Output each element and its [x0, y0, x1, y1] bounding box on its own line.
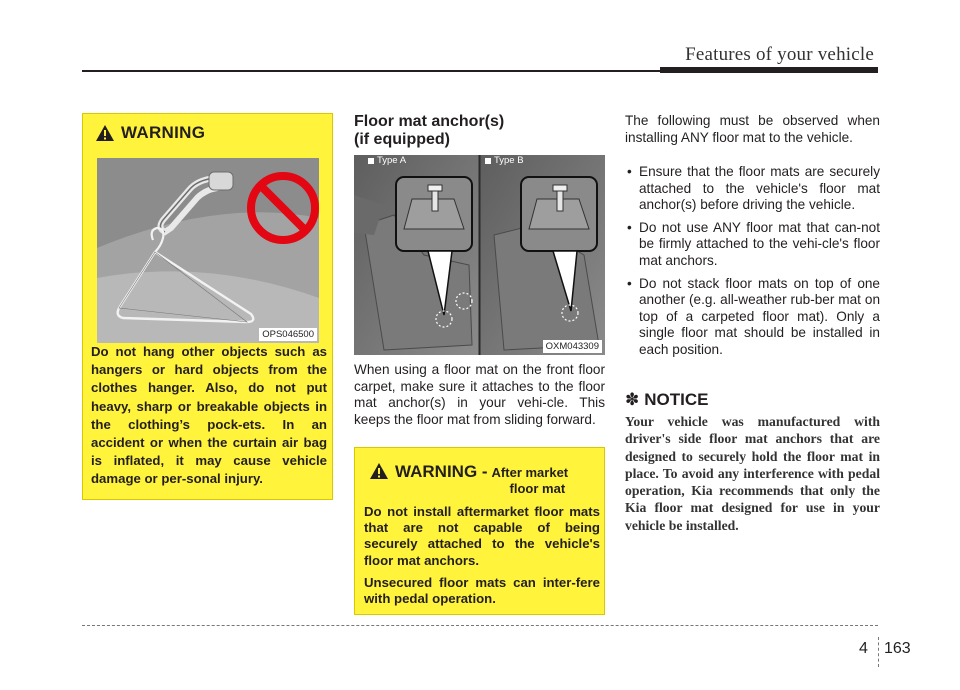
warning-heading [369, 462, 568, 497]
footer-rule [82, 625, 878, 626]
warning-heading [95, 123, 205, 143]
hanger-illustration [97, 158, 319, 343]
warning-triangle-icon [369, 462, 389, 480]
warning-box-hanger [82, 113, 333, 500]
list-item: • Ensure that the floor mats are securely attached to the vehicle's floor mat anchor(s) before driving the vehicle. [627, 164, 880, 213]
notice-star-icon: ✽ [625, 390, 640, 409]
page-number: 163 [884, 640, 911, 657]
list-item: • Do not stack floor mats on top of one another (e.g. all-weather rub-ber mat on top of a carpeted floor mat). Only a single floor mat should be installed in each position. [627, 275, 880, 357]
warning-label: WARNING - [395, 462, 488, 481]
warning-box-aftermarket [354, 447, 605, 615]
section-title-line1: Floor mat anchor(s) [354, 113, 505, 130]
floor-mat-anchor-illustration [354, 155, 605, 355]
installation-intro: The following must be observed when installing ANY floor mat to the vehicle. [625, 113, 880, 145]
warning-body-paragraph-1: Do not install aftermarket floor mats that are not capable of being securely attached to the vehicle's floor mat anchors. [364, 504, 600, 568]
header-rule-accent [660, 67, 878, 73]
square-bullet-icon [485, 158, 491, 164]
figure-label-type-a: Type A [368, 155, 406, 166]
image-code: OPS046500 [259, 328, 317, 341]
notice-label: NOTICE [644, 390, 709, 409]
warning-subtitle: After market floor mat [491, 465, 569, 496]
section-title [354, 113, 604, 149]
notice-heading [625, 390, 708, 410]
section-title-line2: (if equipped) [354, 131, 450, 148]
figure-code: OXM043309 [543, 340, 602, 353]
square-bullet-icon [368, 158, 374, 164]
chapter-number: 4 [859, 640, 868, 657]
warning-body-text: Do not hang other objects such as hangers or hard objects from the clothes hanger. Also, do not put heavy, sharp or breakable objects in the clothing’s pock-ets. In an accident or when the curtain air bag is inflated, it may cause vehicle damage or per-sonal injury. [91, 344, 327, 487]
bullet-icon: • [627, 275, 632, 291]
notice-body-text: Your vehicle was manufactured with driver's side floor mat anchors that are designed to securely hold the floor mat in place. To avoid any interference with pedal operation, Kia recommends that only the Kia floor mat designed for use in your vehicle be installed. [625, 414, 880, 533]
installation-bullets [625, 164, 880, 365]
warning-body-paragraph-2: Unsecured floor mats can inter-fere with pedal operation. [364, 574, 600, 607]
floor-mat-anchor-figure [354, 155, 605, 355]
warning-body-text [364, 504, 600, 607]
bullet-icon: • [627, 164, 632, 179]
page-header-title: Features of your vehicle [685, 44, 874, 65]
warning-label: WARNING [121, 123, 206, 142]
figure-label-type-b: Type B [485, 155, 524, 166]
bullet-icon: • [627, 219, 632, 235]
warning-triangle-icon [95, 124, 115, 142]
floor-mat-paragraph: When using a floor mat on the front floor carpet, make sure it attaches to the floor mat anchor(s) in your vehi-cle. This keeps the floor mat from sliding forward. [354, 362, 605, 427]
list-item: • Do not use ANY floor mat that can-not be firmly attached to the vehi-cle's floor mat anchors. [627, 219, 880, 268]
footer-separator [878, 637, 879, 667]
coat-hook-hanger-icon [97, 158, 319, 343]
